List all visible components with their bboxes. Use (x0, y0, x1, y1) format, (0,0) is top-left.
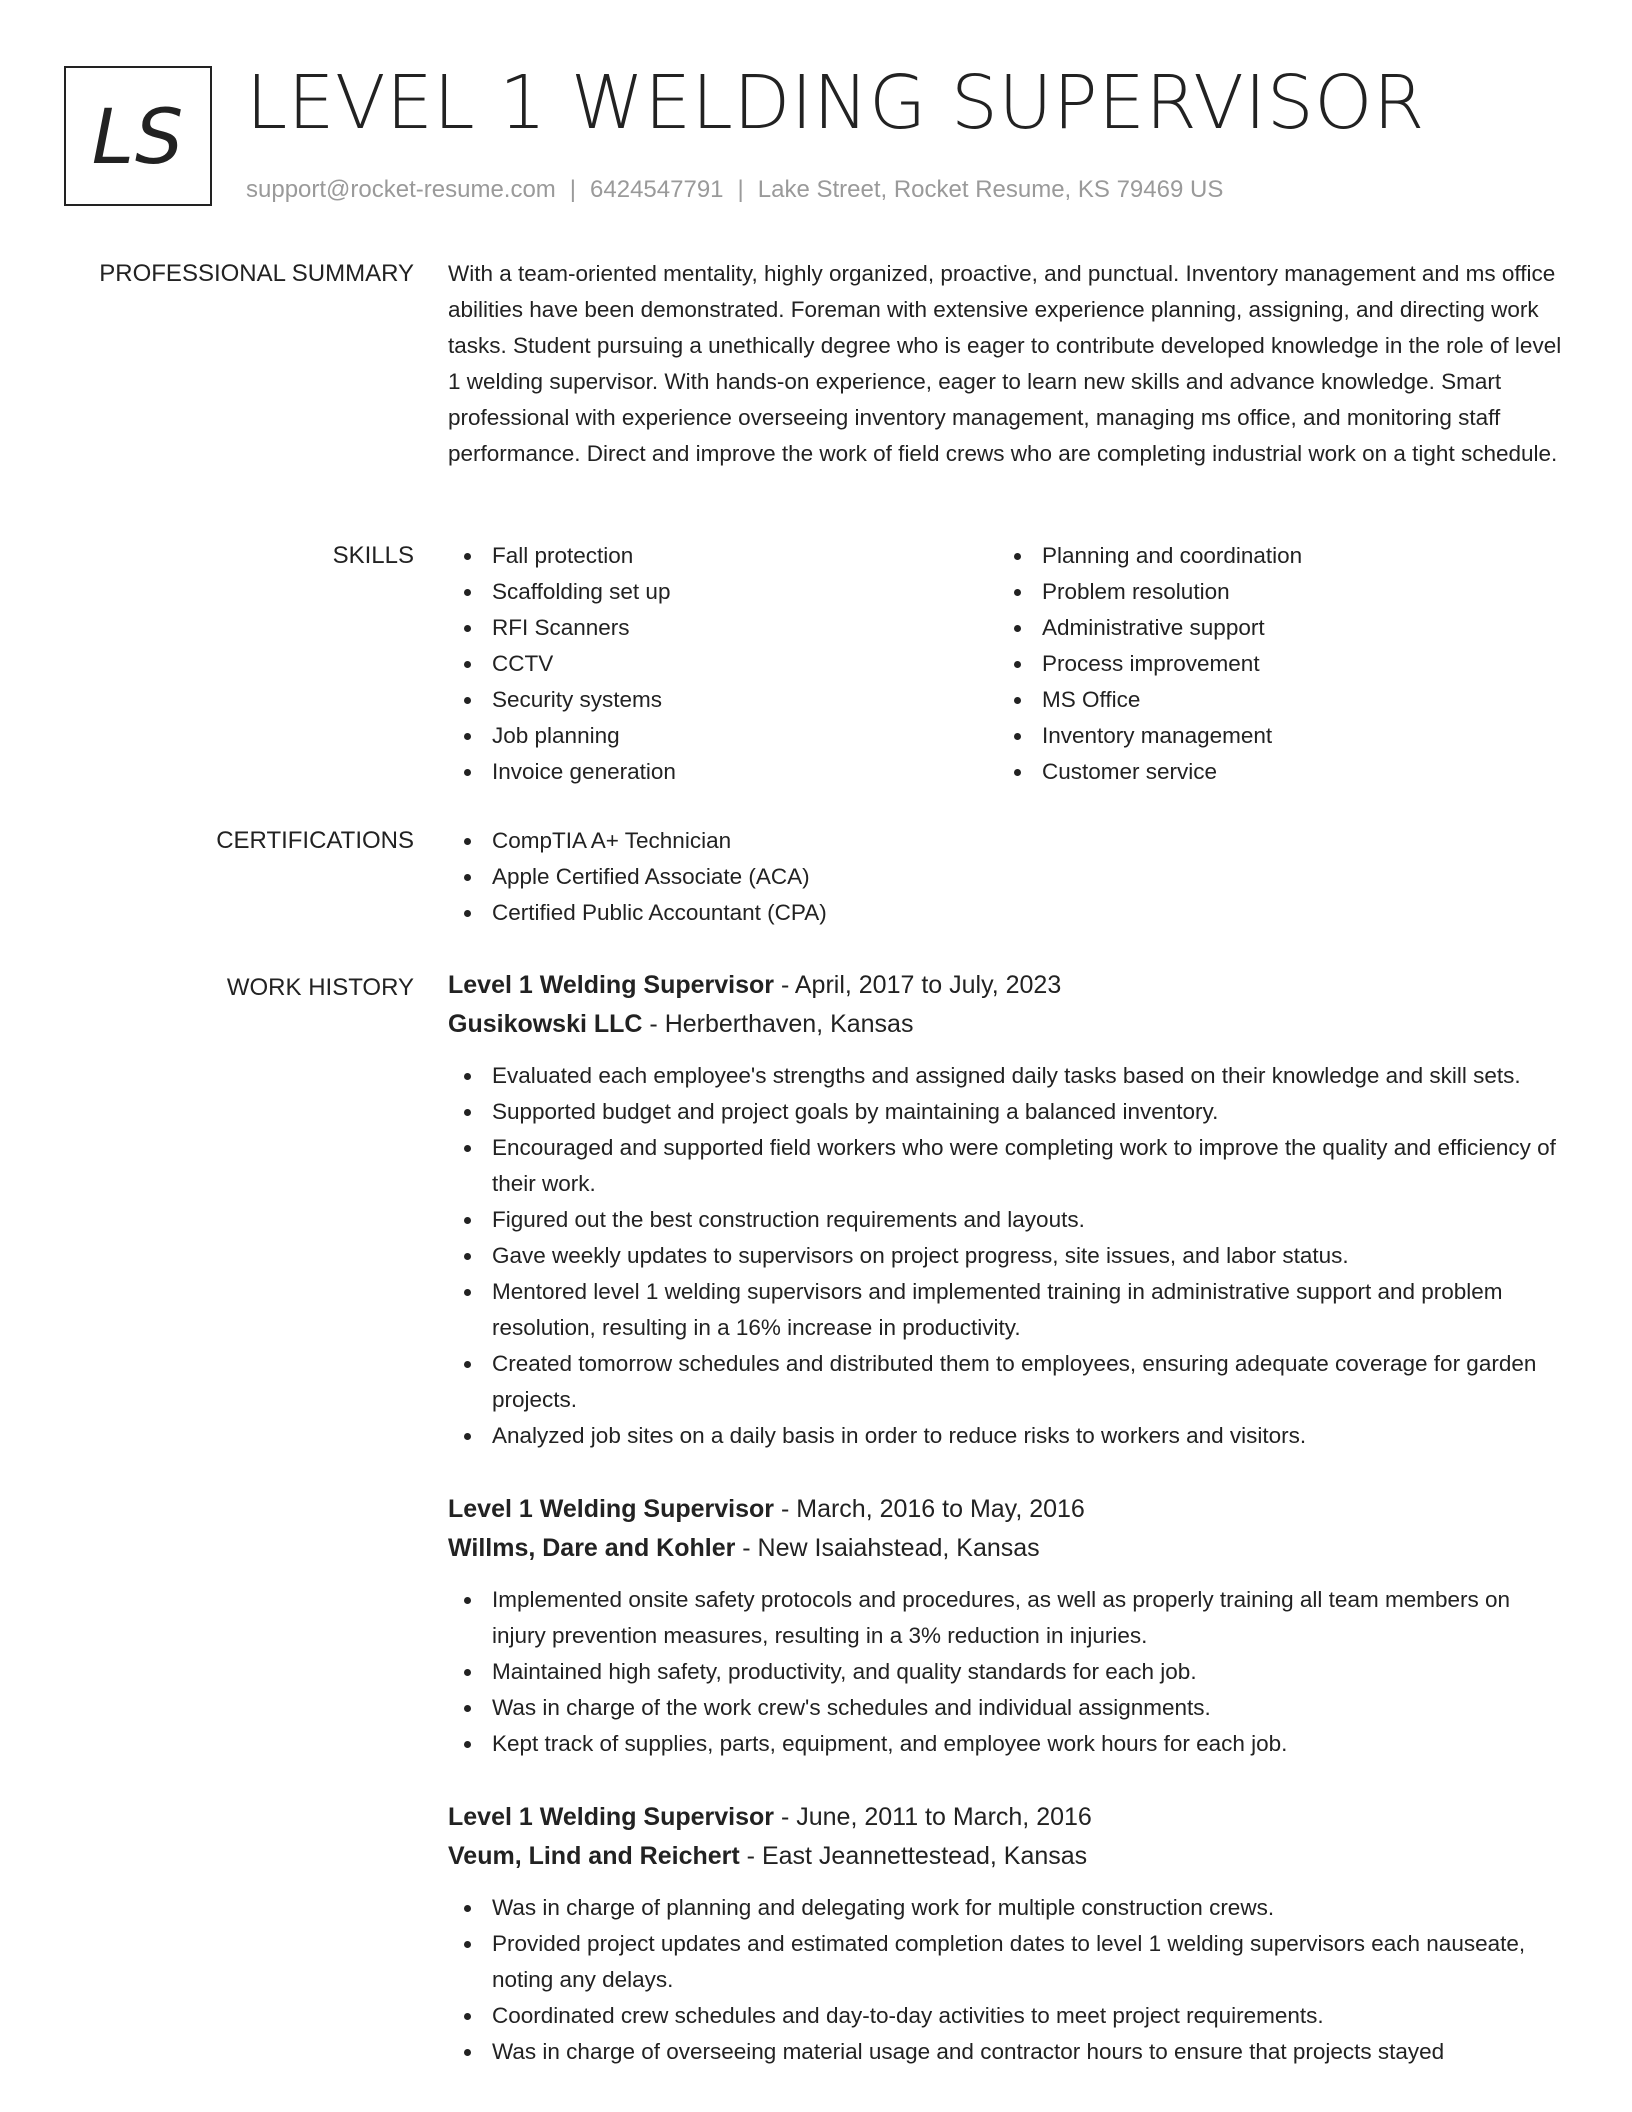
list-item: CompTIA A+ Technician (448, 823, 1568, 859)
job-company: Veum, Lind and Reichert (448, 1842, 740, 1870)
section-heading: CERTIFICATIONS (216, 827, 414, 854)
contact-separator: | (737, 176, 744, 203)
job-location: - Herberthaven, Kansas (642, 1010, 914, 1038)
job-title: Level 1 Welding Supervisor (448, 1803, 775, 1831)
list-item: RFI Scanners (448, 610, 998, 646)
job-dates: - March, 2016 to May, 2016 (774, 1495, 1085, 1523)
section-heading: PROFESSIONAL SUMMARY (99, 260, 414, 287)
list-item: Encouraged and supported field workers who were completing work to improve the quality and efficiency of their work. (448, 1130, 1568, 1202)
list-item: Planning and coordination (998, 538, 1548, 574)
list-item: Fall protection (448, 538, 998, 574)
list-item: Scaffolding set up (448, 574, 998, 610)
job-duties-list (448, 1058, 1568, 1454)
job-title-line (448, 966, 1568, 1005)
job-dates: - April, 2017 to July, 2023 (774, 971, 1062, 999)
certifications-list (448, 823, 1568, 931)
list-item: MS Office (998, 682, 1548, 718)
list-item: Process improvement (998, 646, 1548, 682)
job-title: Level 1 Welding Supervisor (448, 971, 775, 999)
list-item: Implemented onsite safety protocols and procedures, as well as properly training all team members on injury prevention measures, resulting in a 3% reduction in injuries. (448, 1582, 1568, 1654)
list-item: Provided project updates and estimated completion dates to level 1 welding supervisors each nauseate, noting any delays. (448, 1926, 1568, 1998)
list-item: Problem resolution (998, 574, 1548, 610)
list-item: Inventory management (998, 718, 1548, 754)
monogram-badge (64, 66, 212, 206)
list-item: Gave weekly updates to supervisors on project progress, site issues, and labor status. (448, 1238, 1568, 1274)
job-company-line (448, 1837, 1568, 1876)
skills-body (448, 538, 1568, 790)
skills-list (998, 538, 1548, 790)
summary-text: With a team-oriented mentality, highly organized, proactive, and punctual. Inventory management and ms office abilities have been demonstrated. Foreman with extensive experience planning, assigning, and directing work tasks. Student pursuing a unethically degree who is eager to contribute developed knowledge in the role of level 1 welding supervisor. With hands-on experience, eager to learn new skills and advance knowledge. Smart professional with experience overseeing inventory management, managing ms office, and monitoring staff performance. Direct and improve the work of field crews who are completing industrial work on a tight schedule. (448, 261, 1562, 466)
job-entry (448, 1798, 1568, 2070)
job-company-line (448, 1529, 1568, 1568)
skills-column-left (448, 538, 998, 790)
job-company: Gusikowski LLC (448, 1010, 643, 1038)
list-item: Figured out the best construction requirements and layouts. (448, 1202, 1568, 1238)
list-item: Kept track of supplies, parts, equipment, and employee work hours for each job. (448, 1726, 1568, 1762)
list-item: Security systems (448, 682, 998, 718)
contact-email: support@rocket-resume.com (246, 176, 556, 203)
list-item: Evaluated each employee's strengths and assigned daily tasks based on their knowledge and skill sets. (448, 1058, 1568, 1094)
list-item: Was in charge of planning and delegating work for multiple construction crews. (448, 1890, 1568, 1926)
skills-list (448, 538, 998, 790)
job-entry (448, 966, 1568, 1454)
job-duties-list (448, 1582, 1568, 1762)
section-heading: WORK HISTORY (226, 974, 414, 1001)
work-history-body (448, 966, 1568, 2106)
list-item: Certified Public Accountant (CPA) (448, 895, 1568, 931)
contact-line (246, 174, 1223, 206)
list-item: Apple Certified Associate (ACA) (448, 859, 1568, 895)
list-item: CCTV (448, 646, 998, 682)
list-item: Supported budget and project goals by maintaining a balanced inventory. (448, 1094, 1568, 1130)
list-item: Mentored level 1 welding supervisors and implemented training in administrative support and problem resolution, resulting in a 16% increase in productivity. (448, 1274, 1568, 1346)
job-title: Level 1 Welding Supervisor (448, 1495, 775, 1523)
skills-column-right (998, 538, 1548, 790)
job-entry (448, 1490, 1568, 1762)
list-item: Administrative support (998, 610, 1548, 646)
job-location: - East Jeannettestead, Kansas (739, 1842, 1088, 1870)
list-item: Maintained high safety, productivity, and quality standards for each job. (448, 1654, 1568, 1690)
resume-name: LEVEL 1 WELDING SUPERVISOR (246, 60, 1425, 146)
section-heading: SKILLS (332, 542, 414, 569)
summary-body (448, 256, 1568, 472)
list-item: Invoice generation (448, 754, 998, 790)
contact-phone: 6424547791 (590, 176, 724, 203)
job-company: Willms, Dare and Kohler (448, 1534, 736, 1562)
contact-address: Lake Street, Rocket Resume, KS 79469 US (757, 176, 1224, 203)
job-title-line (448, 1490, 1568, 1529)
list-item: Coordinated crew schedules and day-to-day activities to meet project requirements. (448, 1998, 1568, 2034)
job-location: - New Isaiahstead, Kansas (735, 1534, 1040, 1562)
list-item: Was in charge of overseeing material usage and contractor hours to ensure that projects stayed (448, 2034, 1568, 2070)
job-title-line (448, 1798, 1568, 1837)
certifications-body (448, 823, 1568, 931)
list-item: Created tomorrow schedules and distributed them to employees, ensuring adequate coverage for garden projects. (448, 1346, 1568, 1418)
list-item: Analyzed job sites on a daily basis in order to reduce risks to workers and visitors. (448, 1418, 1568, 1454)
list-item: Was in charge of the work crew's schedules and individual assignments. (448, 1690, 1568, 1726)
job-company-line (448, 1005, 1568, 1044)
list-item: Customer service (998, 754, 1548, 790)
contact-separator: | (569, 176, 577, 203)
list-item: Job planning (448, 718, 998, 754)
job-dates: - June, 2011 to March, 2016 (774, 1803, 1092, 1831)
monogram-initials: LS (91, 91, 185, 181)
job-duties-list (448, 1890, 1568, 2070)
